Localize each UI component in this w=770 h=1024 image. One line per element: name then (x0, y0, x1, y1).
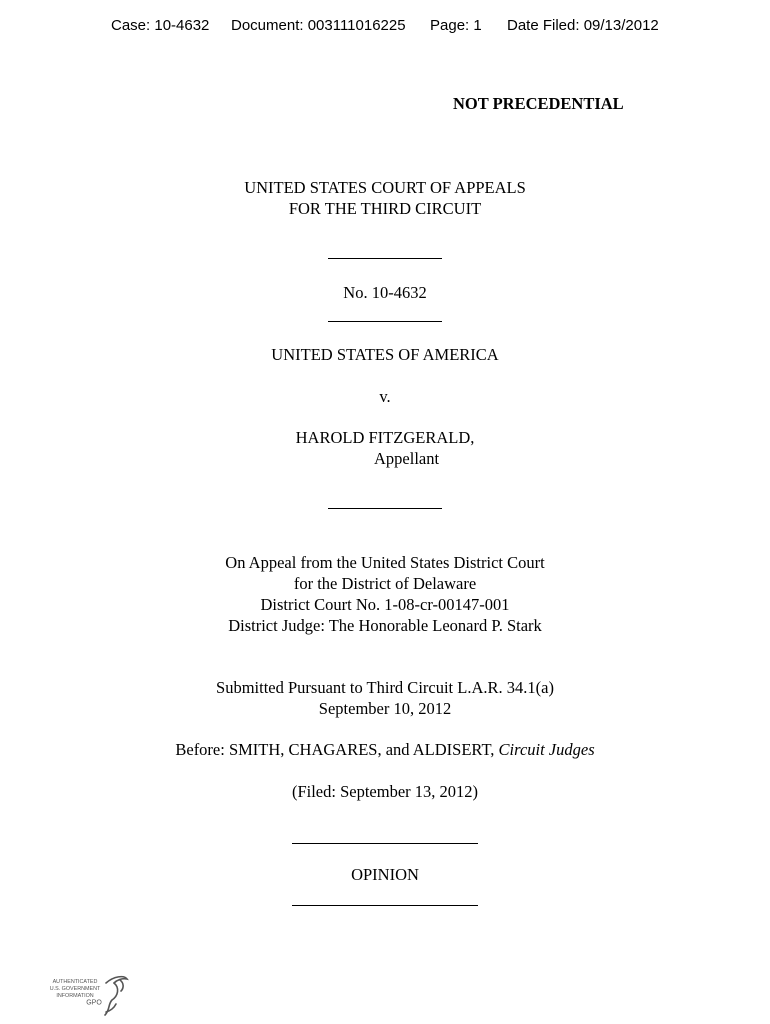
district-judge: District Judge: The Honorable Leonard P. Stark (228, 616, 542, 635)
header-document-number: Document: 003111016225 (231, 17, 406, 34)
header-date-filed: Date Filed: 09/13/2012 (507, 17, 659, 34)
separator-rule (292, 843, 478, 844)
logo-text-line4: GPO (86, 999, 102, 1007)
defendant-name: HAROLD FITZGERALD, (295, 428, 475, 447)
filing-header (0, 17, 770, 37)
header-page-number: Page: 1 (430, 17, 482, 34)
case-number: No. 10-4632 (343, 283, 427, 302)
filed-date: (Filed: September 13, 2012) (291, 782, 479, 801)
separator-rule (328, 508, 442, 509)
precedential-status: NOT PRECEDENTIAL (453, 94, 624, 113)
appeal-origin-line2: for the District of Delaware (293, 574, 477, 593)
eagle-icon (105, 977, 127, 1015)
opinion-heading: OPINION (351, 865, 419, 884)
separator-rule (328, 258, 442, 259)
logo-text-line1: AUTHENTICATED (52, 979, 98, 985)
panel-judges-title: Circuit Judges (498, 740, 595, 759)
court-name-line2: FOR THE THIRD CIRCUIT (288, 199, 482, 218)
panel-judges-names: Before: SMITH, CHAGARES, and ALDISERT, (175, 740, 499, 759)
separator-rule (292, 905, 478, 906)
appeal-origin-line1: On Appeal from the United States District Court (225, 553, 545, 572)
logo-text-line2: U.S. GOVERNMENT (49, 986, 101, 992)
submission-date: September 10, 2012 (318, 699, 452, 718)
panel-judges (0, 739, 770, 760)
gpo-authentication-logo (44, 974, 130, 1018)
header-case-number: Case: 10-4632 (111, 17, 210, 34)
submission-line: Submitted Pursuant to Third Circuit L.A.R. 34.1(a) (216, 678, 554, 697)
logo-text-line3: INFORMATION (56, 993, 94, 999)
separator-rule (328, 321, 442, 322)
defendant-role: Appellant (374, 449, 440, 468)
plaintiff-name: UNITED STATES OF AMERICA (271, 345, 499, 364)
district-court-number: District Court No. 1-08-cr-00147-001 (260, 595, 510, 614)
court-name-line1: UNITED STATES COURT OF APPEALS (244, 178, 526, 197)
versus: v. (379, 387, 391, 406)
